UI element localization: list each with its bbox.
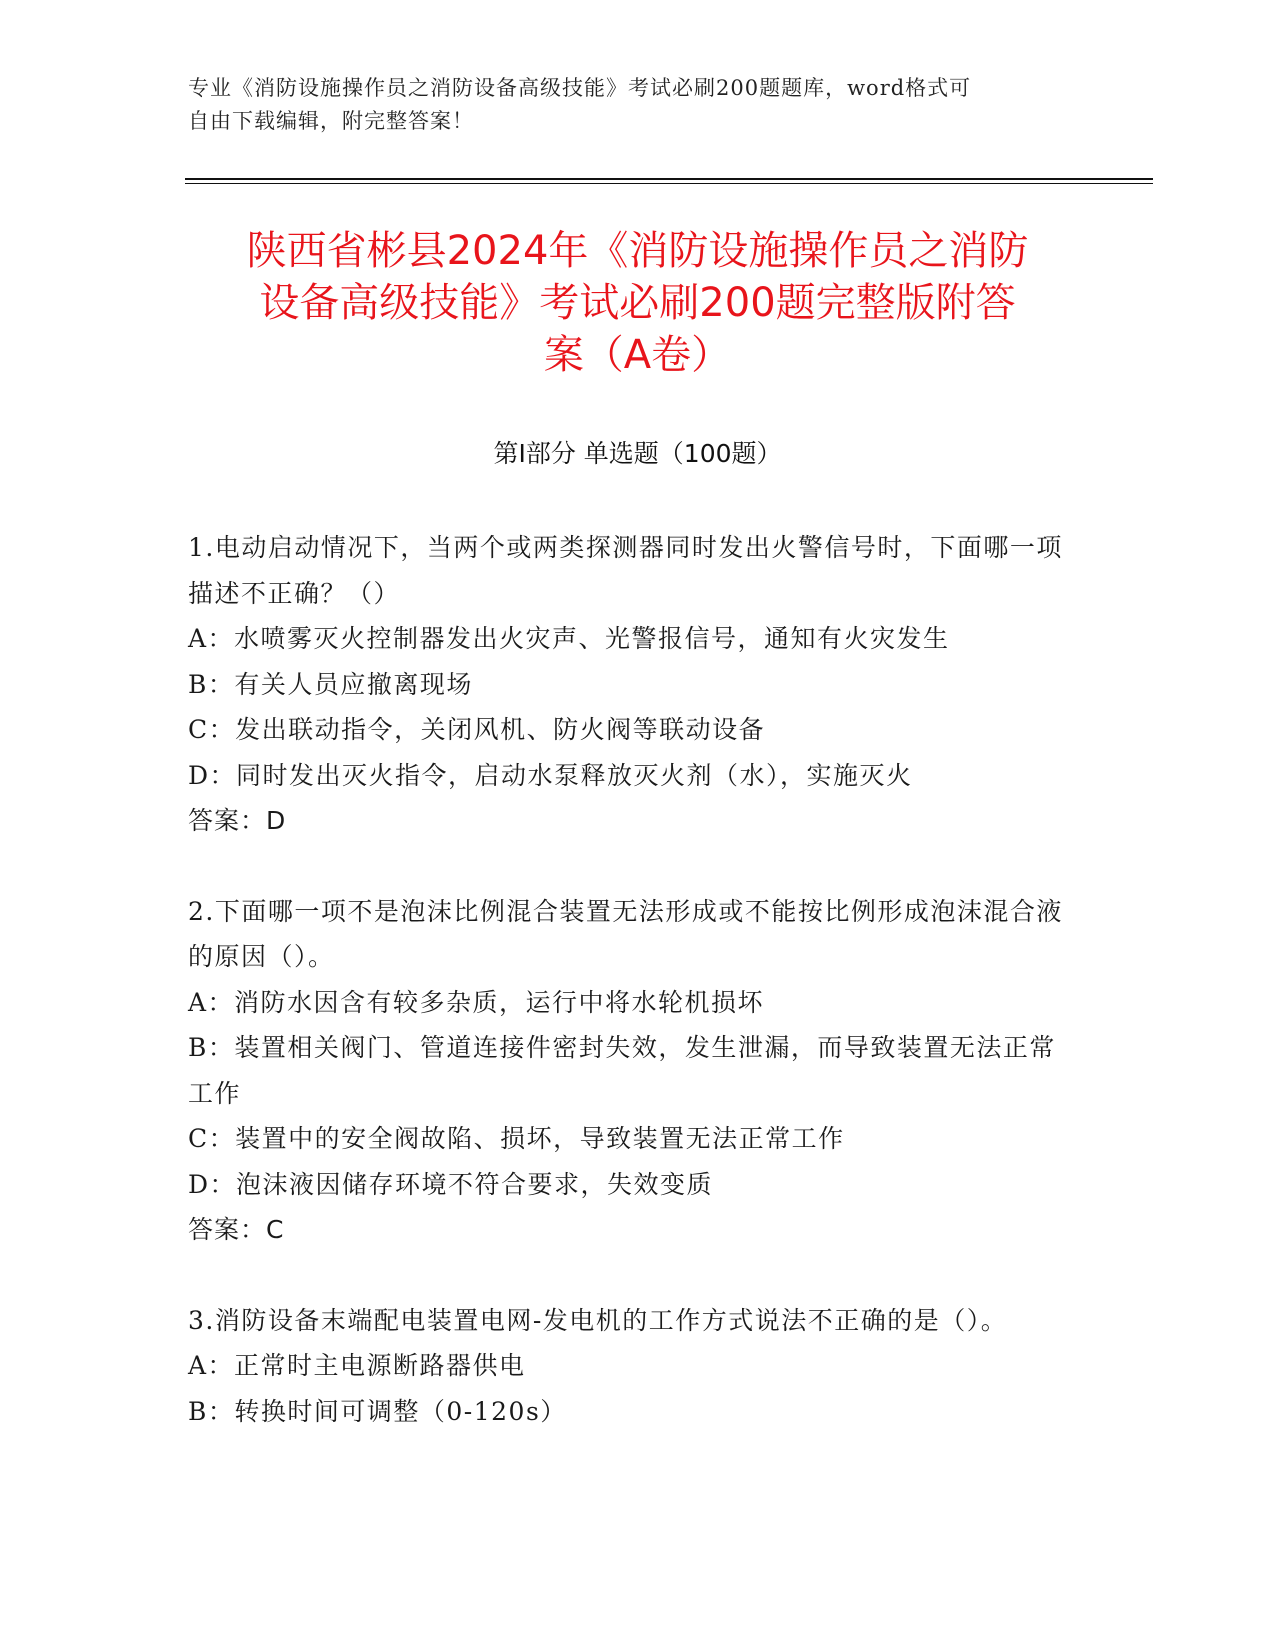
question-3 — [188, 1298, 1068, 1435]
question-list — [188, 525, 1068, 1479]
document-title-line-3: 案（A卷） — [543, 332, 732, 378]
header-divider-thick — [185, 178, 1153, 180]
question-stem: 2.下面哪一项不是泡沫比例混合装置无法形成或不能按比例形成泡沫混合液的原因（）。 — [188, 896, 1063, 971]
answer-line: 答案：C — [188, 1215, 285, 1244]
question-2 — [188, 889, 1068, 1253]
option-c: C：发出联动指令，关闭风机、防火阀等联动设备 — [188, 715, 766, 744]
header-divider-thin — [185, 183, 1153, 184]
option-a: A：水喷雾灭火控制器发出火灾声、光警报信号，通知有火灾发生 — [188, 624, 950, 653]
question-stem: 3.消防设备末端配电装置电网-发电机的工作方式说法不正确的是（）。 — [188, 1305, 1008, 1335]
option-b: B：装置相关阀门、管道连接件密封失效，发生泄漏，而导致装置无法正常工作 — [188, 1033, 1056, 1108]
document-title-line-1: 陕西省彬县2024年《消防设施操作员之消防 — [246, 228, 1029, 274]
option-b: B：有关人员应撤离现场 — [188, 669, 473, 699]
option-d: D：泡沫液因储存环境不符合要求，失效变质 — [188, 1169, 714, 1199]
header-note-line-1: 专业《消防设施操作员之消防设备高级技能》考试必刷200题题库，word格式可 — [188, 76, 972, 100]
document-title — [180, 225, 1095, 381]
option-b: B：转换时间可调整（0-120s） — [188, 1396, 567, 1426]
question-1 — [188, 525, 1068, 844]
option-d: D：同时发出灭火指令，启动水泵释放灭火剂（水），实施灭火 — [188, 760, 913, 790]
option-a: A：消防水因含有较多杂质，运行中将水轮机损坏 — [188, 987, 765, 1017]
option-a: A：正常时主电源断路器供电 — [188, 1351, 526, 1380]
section-heading: 第Ⅰ部分 单选题（100题） — [493, 439, 782, 468]
question-stem: 1.电动启动情况下，当两个或两类探测器同时发出火警信号时，下面哪一项描述不正确？（） — [188, 533, 1063, 608]
header-note — [188, 72, 1068, 138]
option-c: C：装置中的安全阀故陷、损坏，导致装置无法正常工作 — [188, 1124, 845, 1153]
header-note-line-2: 自由下载编辑，附完整答案！ — [188, 109, 474, 133]
answer-line: 答案：D — [188, 806, 287, 835]
document-title-line-2: 设备高级技能》考试必刷200题完整版附答 — [259, 280, 1016, 326]
